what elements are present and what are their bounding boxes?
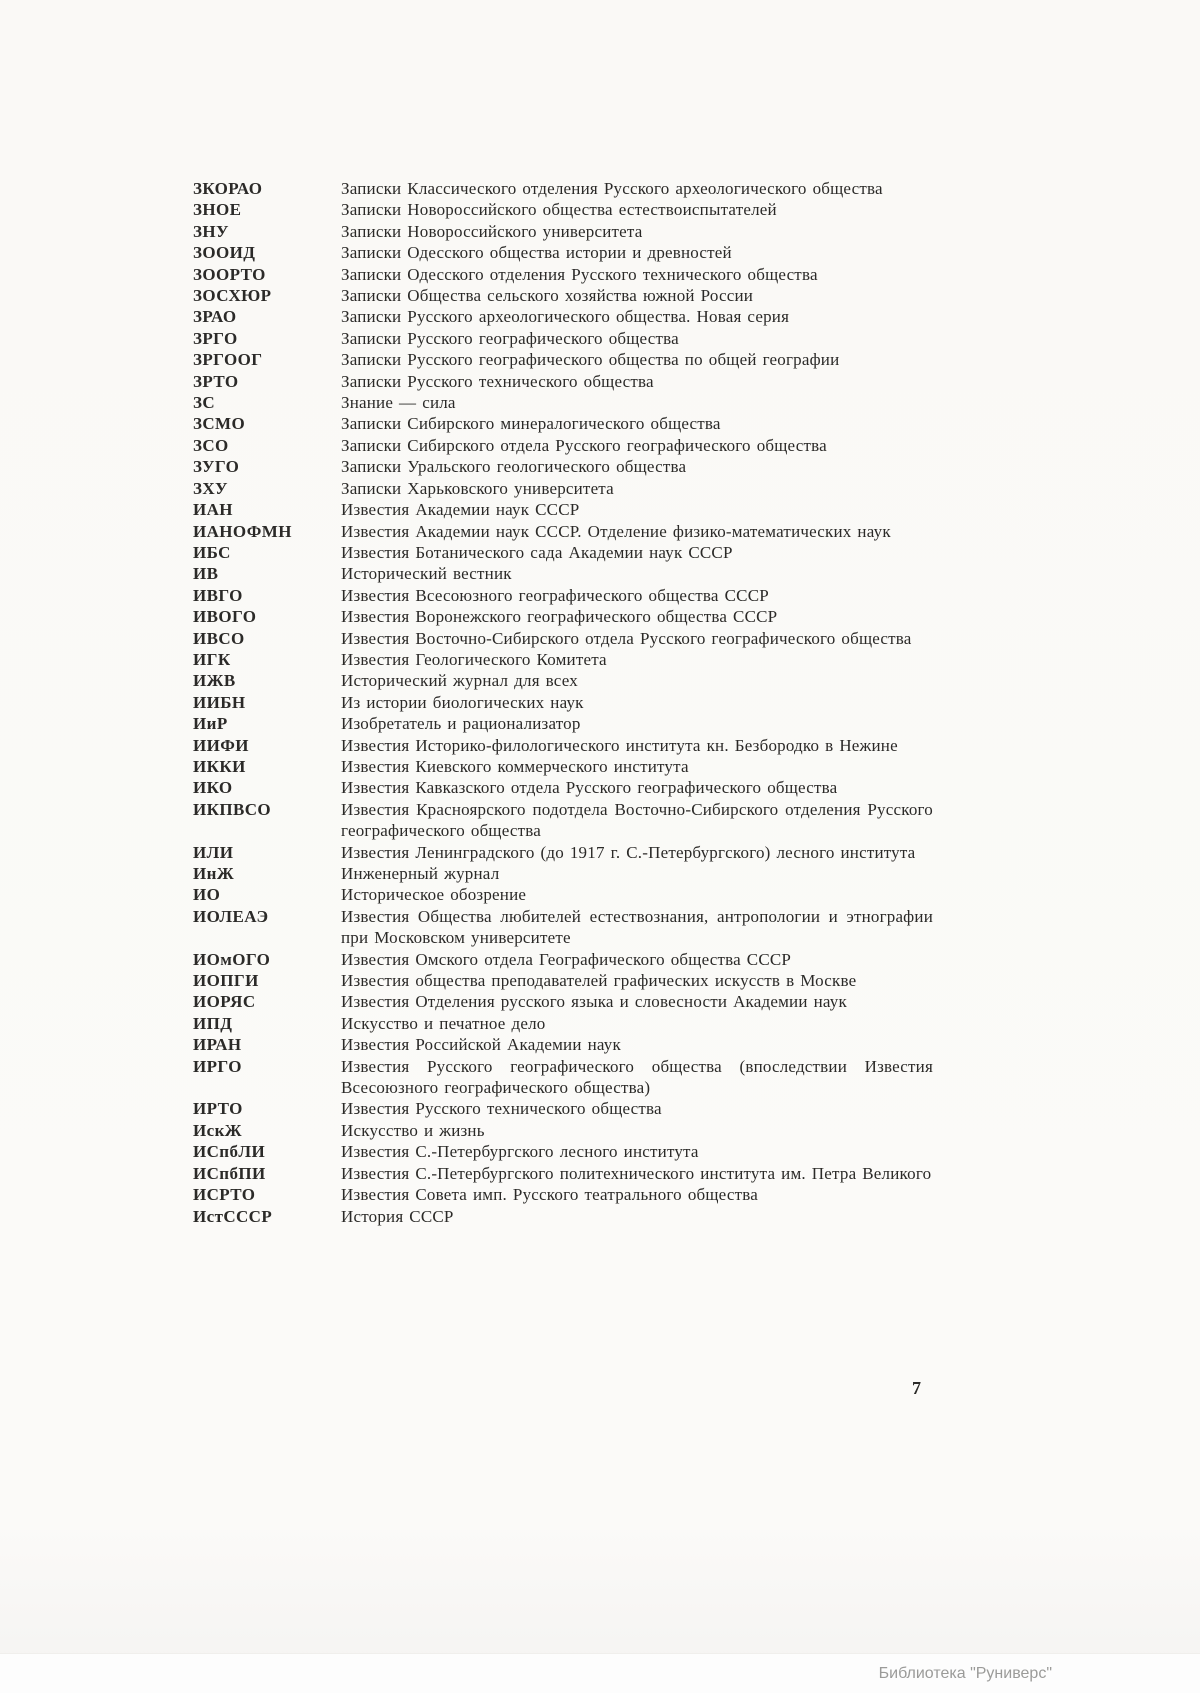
list-item <box>193 713 933 734</box>
definition: Записки Харьковского университета <box>341 478 614 498</box>
definition: Известия Воронежского географического общества СССР <box>341 607 778 627</box>
definition: Известия Отделения русского языка и словесности Академии наук <box>341 992 847 1012</box>
abbreviation: ИЛИ <box>193 842 234 862</box>
abbreviation: ЗС <box>193 393 216 413</box>
list-item <box>193 349 933 370</box>
abbreviation: ЗСО <box>193 435 229 455</box>
list-item <box>193 949 933 970</box>
definition: Известия Российской Академии наук <box>341 1035 621 1055</box>
list-item <box>193 1034 933 1055</box>
list-item <box>193 884 933 905</box>
list-item <box>193 777 933 798</box>
definition: Записки Одесского отделения Русского технического общества <box>341 264 818 284</box>
list-item <box>193 863 933 884</box>
list-item <box>193 670 933 691</box>
abbreviation: ИККИ <box>193 756 246 776</box>
list-item <box>193 264 933 285</box>
abbreviation: ИЖВ <box>193 671 236 691</box>
abbreviation: ИСпбЛИ <box>193 1142 266 1162</box>
abbreviation: ЗНОЕ <box>193 200 242 220</box>
definition: Известия Геологического Комитета <box>341 649 607 669</box>
list-item <box>193 563 933 584</box>
abbreviation: ИиР <box>193 714 228 734</box>
abbreviation: ИОРЯС <box>193 992 256 1012</box>
abbreviation: ИРТО <box>193 1099 243 1119</box>
definition: Записки Русского географического общества по общей географии <box>341 350 840 370</box>
definition: Записки Классического отделения Русского археологического общества <box>341 179 883 198</box>
definition: Известия Восточно-Сибирского отдела Русского географического общества <box>341 628 912 648</box>
definition: Известия С.-Петербургского политехнического института им. Петра Великого <box>341 1163 932 1183</box>
list-item <box>193 371 933 392</box>
abbreviation: ЗРАО <box>193 307 237 327</box>
definition: Известия Общества любителей естествознания, антропологии и этнографии при Московском университете <box>341 906 933 948</box>
list-item <box>193 542 933 563</box>
definition: Записки Сибирского отдела Русского географического общества <box>341 435 827 455</box>
list-item <box>193 692 933 713</box>
abbreviation: ИГК <box>193 649 231 669</box>
abbreviation: ИОПГИ <box>193 971 259 991</box>
page-number: 7 <box>912 1378 921 1398</box>
list-item <box>193 1184 933 1205</box>
list-item <box>193 1120 933 1141</box>
list-item <box>193 328 933 349</box>
definition: Записки Новороссийского университета <box>341 221 643 241</box>
list-item <box>193 178 933 199</box>
definition: Известия Киевского коммерческого института <box>341 756 689 776</box>
definition: Записки Русского технического общества <box>341 371 654 391</box>
abbreviation: ЗООРТО <box>193 264 266 284</box>
abbreviation: ИВ <box>193 564 219 584</box>
list-item <box>193 735 933 756</box>
library-watermark: Библиотека "Руниверс" <box>878 1665 1052 1682</box>
definition: Известия Ленинградского (до 1917 г. С.-Петербургского) лесного института <box>341 842 916 862</box>
list-item <box>193 970 933 991</box>
abbreviation: ЗРТО <box>193 371 239 391</box>
definition: Известия Кавказского отдела Русского географического общества <box>341 778 838 798</box>
abbreviation: ИОЛЕАЭ <box>193 906 269 926</box>
definition: Известия Русского географического общества (впоследствии Известия Всесоюзного географического общества) <box>341 1056 933 1098</box>
abbreviation: ИскЖ <box>193 1120 242 1140</box>
definition: Исторический вестник <box>341 564 512 584</box>
abbreviation: ЗКОРАО <box>193 179 263 198</box>
list-item <box>193 1141 933 1162</box>
abbreviation: ЗОСХЮР <box>193 286 272 306</box>
abbreviation: ИстСССР <box>193 1206 273 1226</box>
definition: Искусство и печатное дело <box>341 1013 546 1033</box>
definition: Известия Историко-филологического института кн. Безбородко в Нежине <box>341 735 898 755</box>
abbreviation: ИВОГО <box>193 607 257 627</box>
definition: Известия Омского отдела Географического общества СССР <box>341 949 792 969</box>
definition: Исторический журнал для всех <box>341 671 578 691</box>
list-item <box>193 221 933 242</box>
list-item <box>193 1206 933 1227</box>
definition: Известия Русского технического общества <box>341 1099 662 1119</box>
abbreviation: ЗООИД <box>193 243 256 263</box>
abbreviation: ИОмОГО <box>193 949 271 969</box>
definition: Известия С.-Петербургского лесного института <box>341 1142 699 1162</box>
abbreviation: ИО <box>193 885 221 905</box>
definition: Известия Академии наук СССР. Отделение физико-математических наук <box>341 521 891 541</box>
definition: Известия Совета имп. Русского театрального общества <box>341 1185 758 1205</box>
list-item <box>193 756 933 777</box>
definition: Записки Общества сельского хозяйства южной России <box>341 286 754 306</box>
list-item <box>193 413 933 434</box>
list-item <box>193 1056 933 1099</box>
abbreviation: ИКО <box>193 778 233 798</box>
abbreviation: ИРАН <box>193 1035 242 1055</box>
list-item <box>193 1013 933 1034</box>
definition: Историческое обозрение <box>341 885 527 905</box>
definition: Известия Академии наук СССР <box>341 500 580 520</box>
abbreviation: ЗРГООГ <box>193 350 263 370</box>
list-item <box>193 628 933 649</box>
abbreviation: ЗСМО <box>193 414 246 434</box>
list-item <box>193 478 933 499</box>
abbreviation: ЗНУ <box>193 221 229 241</box>
abbreviation: ЗРГО <box>193 328 238 348</box>
definition: Знание — сила <box>341 393 456 413</box>
list-item <box>193 991 933 1012</box>
definition: Записки Сибирского минералогического общества <box>341 414 721 434</box>
definition: Искусство и жизнь <box>341 1120 485 1140</box>
list-item <box>193 906 933 949</box>
list-item <box>193 842 933 863</box>
list-item <box>193 285 933 306</box>
abbreviation: ИИБН <box>193 692 246 712</box>
list-item <box>193 435 933 456</box>
list-item <box>193 1098 933 1119</box>
abbreviation: ИВГО <box>193 585 243 605</box>
abbreviation: ИСпбПИ <box>193 1163 266 1183</box>
abbreviation: ИАНОФМН <box>193 521 292 541</box>
definition: Записки Русского археологического общества. Новая серия <box>341 307 790 327</box>
list-item <box>193 199 933 220</box>
list-item <box>193 499 933 520</box>
definition: Известия общества преподавателей графических искусств в Москве <box>341 971 857 991</box>
abbreviation: ЗХУ <box>193 478 228 498</box>
definition: Записки Уральского геологического общества <box>341 457 687 477</box>
list-item <box>193 242 933 263</box>
list-item <box>193 799 933 842</box>
definition: Известия Красноярского подотдела Восточно-Сибирского отделения Русского географического общества <box>341 799 933 841</box>
definition: История СССР <box>341 1206 454 1226</box>
list-item <box>193 606 933 627</box>
definition: Из истории биологических наук <box>341 692 584 712</box>
abbreviation: ИАН <box>193 500 233 520</box>
abbreviation: ИРГО <box>193 1056 242 1076</box>
abbreviation: ЗУГО <box>193 457 240 477</box>
list-item <box>193 1163 933 1184</box>
list-item <box>193 456 933 477</box>
abbreviation: ИБС <box>193 542 231 562</box>
definition: Записки Русского географического общества <box>341 328 679 348</box>
list-item <box>193 649 933 670</box>
abbreviation: ИнЖ <box>193 864 235 883</box>
abbreviation: ИВСО <box>193 628 245 648</box>
definition: Записки Одесского общества истории и древностей <box>341 243 732 263</box>
list-item <box>193 392 933 413</box>
definition: Известия Всесоюзного географического общества СССР <box>341 585 769 605</box>
abbreviation: ИКПВСО <box>193 799 272 819</box>
definition: Инженерный журнал <box>341 864 500 883</box>
abbreviation: ИСРТО <box>193 1185 256 1205</box>
list-item <box>193 521 933 542</box>
abbreviation: ИПД <box>193 1013 233 1033</box>
definition: Изобретатель и рационализатор <box>341 714 581 734</box>
abbreviation: ИИФИ <box>193 735 249 755</box>
list-item <box>193 585 933 606</box>
abbreviation-list <box>193 178 933 1227</box>
definition: Известия Ботанического сада Академии наук СССР <box>341 542 733 562</box>
list-item <box>193 306 933 327</box>
definition: Записки Новороссийского общества естествоиспытателей <box>341 200 777 220</box>
